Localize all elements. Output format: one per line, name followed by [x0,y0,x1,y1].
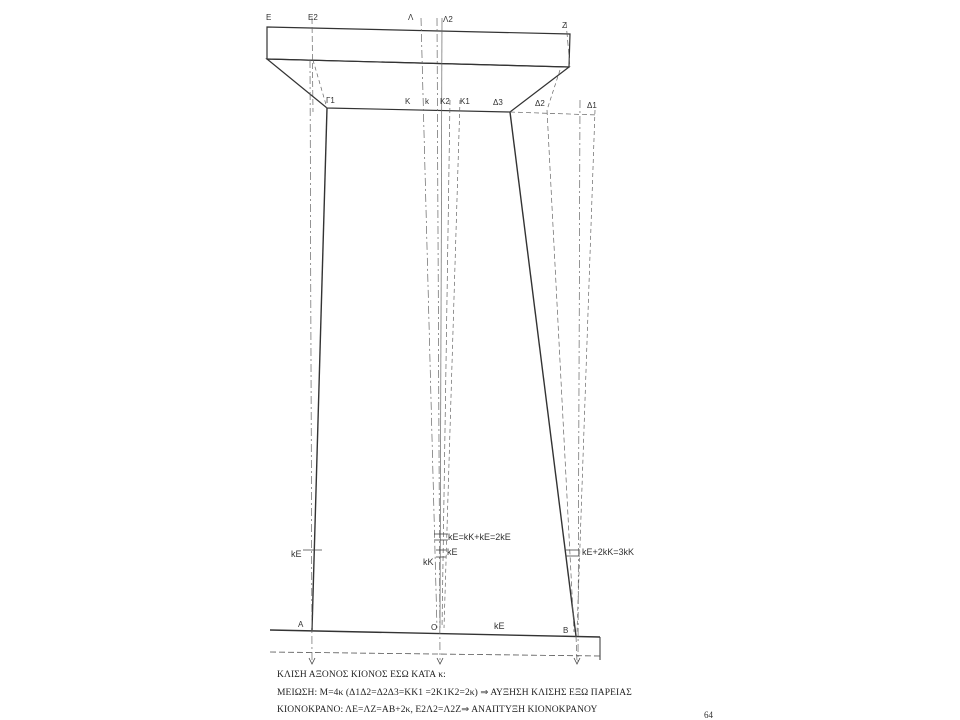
label-k: k [425,97,429,106]
shaft-right-edge [510,112,576,636]
dimension-ticks [303,534,580,557]
axis-arrows [309,658,580,664]
base-lower-dashed [270,652,600,656]
label-B: Β [563,626,569,635]
label-A: Α [298,620,304,629]
caption-line-1: ΚΛΙΣΗ ΑΞΟΝΟΣ ΚΙΟΝΟΣ ΕΣΩ ΚΑΤΑ κ: [277,670,446,680]
construction-lines [310,18,598,662]
label-Lambda2: Λ2 [443,15,453,24]
label-E2: Ε2 [308,13,318,22]
label-G1: Γ1 [326,96,335,105]
page-number: 64 [704,710,713,720]
label-kE-left: kΕ [291,549,302,559]
label-D2: Δ2 [535,99,545,108]
caption-line-2: ΜΕΙΩΣΗ: Μ=4κ (Δ1Δ2=Δ2Δ3=ΚΚ1 =2Κ1Κ2=2κ) ⇒ ΑΥΞΗΣΗ ΚΛΙΣΗΣ ΕΞΩ ΠΑΡΕΙΑΣ [277,688,632,698]
label-eq-center: kΕ=kΚ+kΕ=2kΕ [448,532,511,542]
shaft-left-edge [312,108,327,630]
label-K1: K1 [460,97,470,106]
label-kE-mid: kΕ [447,547,458,557]
label-K: Κ [405,97,411,106]
label-D3: Δ3 [493,98,503,107]
label-D1: Δ1 [587,101,597,110]
caption-line-3: ΚΙΟΝΟΚΡΑΝΟ: ΛΕ=ΛΖ=ΑΒ+2κ, Ε2Λ2=Λ2Ζ⇒ ΑΝΑΠΤΥΞΗ ΚΙΟΝΟΚΡΑΝΟΥ [277,705,598,715]
label-O: Ο [431,623,438,632]
label-Z: Ζ [562,21,567,30]
label-K2: K2 [440,97,450,106]
label-kE-bottom: kΕ [494,621,505,631]
label-kK-mid: kΚ [423,557,434,567]
label-eq-right: kΕ+2kΚ=3kΚ [582,547,635,557]
label-Lambda: Λ [408,13,414,22]
label-E: Ε [266,13,272,22]
